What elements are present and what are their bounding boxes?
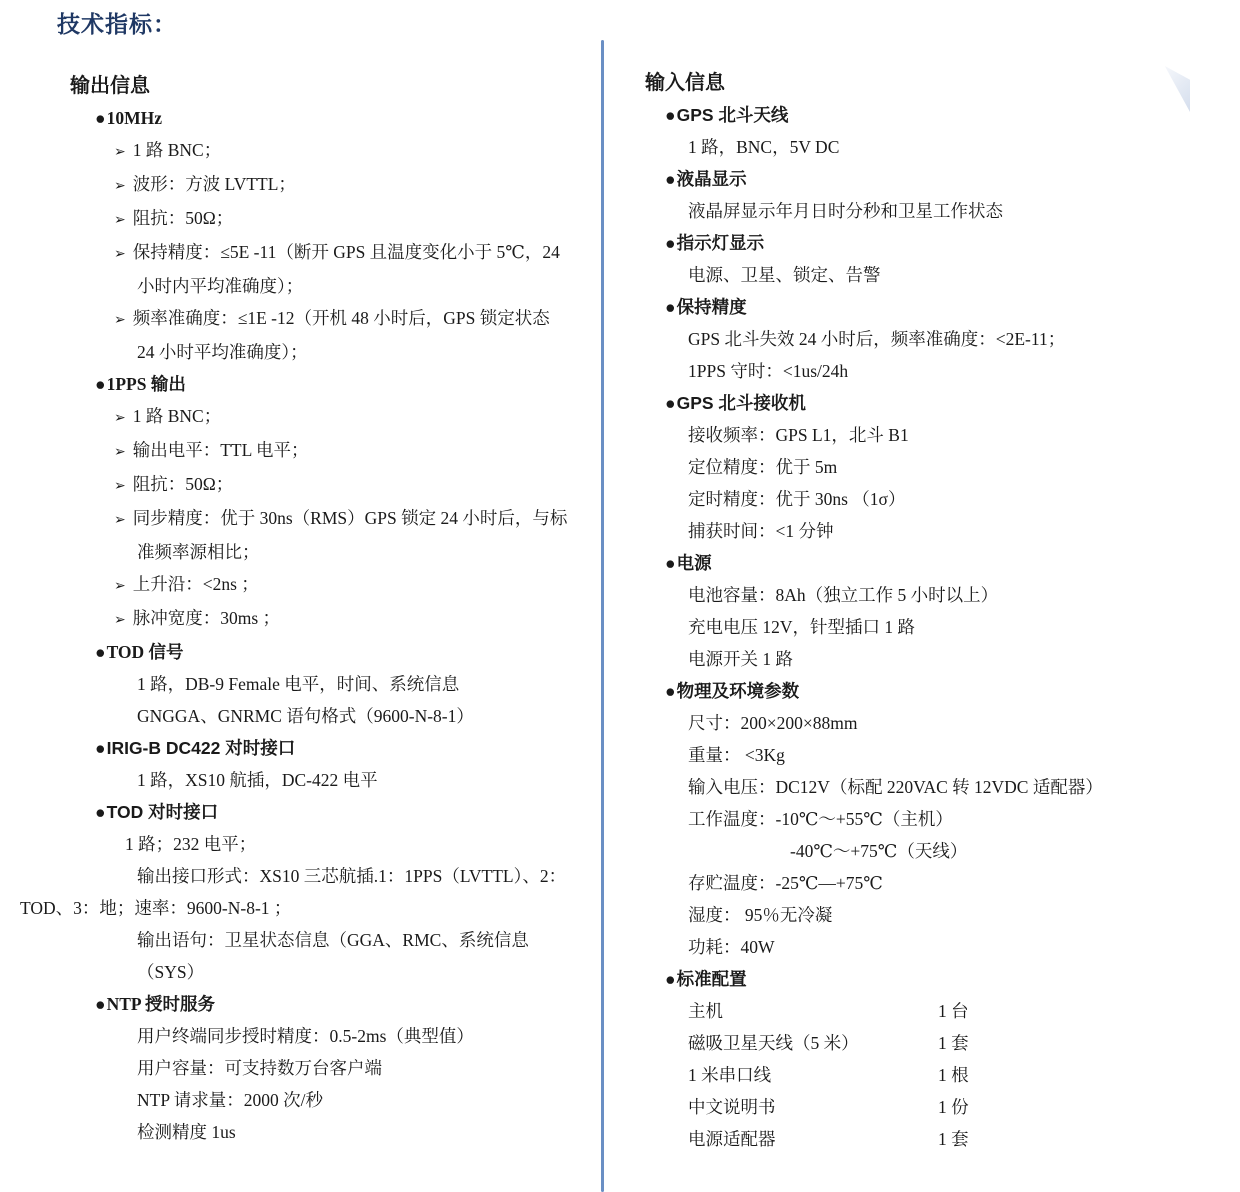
spec-item (70, 134, 570, 168)
input-info-column (645, 67, 1215, 1155)
arrow-bullet-icon: ➢ (114, 578, 126, 594)
bullet-icon: ● (95, 642, 106, 662)
config-row (645, 995, 1215, 1027)
config-row (645, 1091, 1215, 1123)
bullet-icon: ● (665, 169, 676, 189)
spec-item: GPS 北斗失效 24 小时后，频率准确度：<2E-11； (688, 329, 1066, 349)
section-header (645, 163, 1215, 195)
config-row (645, 1027, 1215, 1059)
arrow-bullet-icon: ➢ (114, 410, 126, 426)
spec-item: -40℃～+75℃（天线） (790, 841, 968, 861)
spec-item: 工作温度：-10℃～+55℃（主机） (688, 809, 953, 829)
config-item-label: 电源适配器 (688, 1129, 776, 1149)
section-title: 保持精度 (676, 297, 747, 317)
spec-item: 用户终端同步授时精度：0.5-2ms（典型值） (137, 1026, 474, 1046)
arrow-bullet-icon: ➢ (114, 444, 126, 460)
section-title: IRIG-B DC422 对时接口 (106, 738, 296, 758)
spec-item: 1 路；232 电平； (125, 834, 257, 854)
section-title: 指示灯显示 (676, 233, 765, 253)
spec-text: 波形：方波 LVTTL； (132, 174, 296, 194)
arrow-bullet-icon: ➢ (114, 246, 126, 262)
spec-item (70, 400, 570, 434)
spec-item: 充电电压 12V，针型插口 1 路 (688, 617, 916, 637)
section-header (70, 732, 570, 764)
spec-item: 用户容量：可支持数万台客户端 (137, 1058, 382, 1078)
section-header (70, 636, 570, 668)
spec-item: 电源、卫星、锁定、告警 (688, 265, 881, 285)
spec-item: 接收频率：GPS L1，北斗 B1 (688, 425, 909, 445)
section-header (645, 227, 1215, 259)
spec-item: 输出接口形式：XS10 三芯航插.1：1PPS（LVTTL）、2：TOD、3：地；速率：9600-N-8-1 ； (20, 866, 567, 918)
input-column-heading: 输入信息 (645, 72, 725, 94)
spec-item: 电源开关 1 路 (688, 649, 793, 669)
arrow-bullet-icon: ➢ (114, 178, 126, 194)
section-title: 10MHz (106, 108, 162, 128)
section-header (645, 291, 1215, 323)
spec-text: 阻抗：50Ω； (132, 208, 234, 228)
spec-item: 捕获时间：<1 分钟 (688, 521, 834, 541)
section-title: GPS 北斗接收机 (676, 393, 806, 413)
config-item-label: 主机 (688, 1001, 723, 1021)
section-header (70, 988, 570, 1020)
spec-item: 检测精度 1us (137, 1122, 236, 1142)
bullet-icon: ● (665, 681, 676, 701)
section-header (645, 99, 1215, 131)
section-title: 电源 (676, 553, 712, 573)
arrow-bullet-icon: ➢ (114, 512, 126, 528)
config-item-qty: 1 台 (938, 1001, 969, 1021)
spec-item: NTP 请求量：2000 次/秒 (137, 1090, 324, 1110)
section-title: TOD 信号 (106, 642, 184, 662)
spec-text: 同步精度：优于 30ns（RMS）GPS 锁定 24 小时后，与标准频率源相比； (132, 508, 568, 562)
spec-text: 脉冲宽度：30ms ； (132, 608, 281, 628)
section-header (645, 675, 1215, 707)
spec-item: 输出语句：卫星状态信息（GGA、RMC、系统信息（SYS） (137, 930, 529, 982)
section-header (645, 547, 1215, 579)
section-header (70, 102, 570, 134)
spec-item: 输入电压：DC12V（标配 220VAC 转 12VDC 适配器） (688, 777, 1103, 797)
bullet-icon: ● (665, 969, 676, 989)
spec-item: 湿度： 95％无冷凝 (688, 905, 833, 925)
arrow-bullet-icon: ➢ (114, 212, 126, 228)
spec-text: 保持精度：≤5E -11（断开 GPS 且温度变化小于 5℃，24 小时内平均准确度）； (132, 242, 560, 296)
arrow-bullet-icon: ➢ (114, 478, 126, 494)
bullet-icon: ● (95, 108, 106, 128)
config-item-qty: 1 套 (938, 1033, 969, 1053)
config-item-qty: 1 份 (938, 1097, 969, 1117)
bullet-icon: ● (665, 105, 676, 125)
spec-item (70, 168, 570, 202)
config-row (645, 1059, 1215, 1091)
spec-item (70, 602, 570, 636)
spec-item (70, 502, 570, 568)
spec-item (70, 568, 570, 602)
section-title: 1PPS 输出 (106, 374, 186, 394)
spec-item: 电池容量：8Ah（独立工作 5 小时以上） (688, 585, 999, 605)
bullet-icon: ● (665, 553, 676, 573)
bullet-icon: ● (95, 374, 106, 394)
bullet-icon: ● (95, 802, 106, 822)
spec-text: 阻抗：50Ω； (132, 474, 234, 494)
section-header (70, 796, 570, 828)
bullet-icon: ● (665, 393, 676, 413)
spec-item: 1 路，BNC，5V DC (688, 137, 840, 157)
spec-item (70, 236, 570, 302)
arrow-bullet-icon: ➢ (114, 144, 126, 160)
spec-item: 液晶屏显示年月日时分秒和卫星工作状态 (688, 201, 1003, 221)
spec-item (70, 434, 570, 468)
spec-item (70, 202, 570, 236)
section-title: 标准配置 (676, 969, 747, 989)
spec-text: 1 路 BNC； (132, 406, 222, 426)
config-item-qty: 1 套 (938, 1129, 969, 1149)
page-title: 技术指标： (57, 11, 177, 37)
section-title: GPS 北斗天线 (676, 105, 789, 125)
spec-item: 1 路，DB-9 Female 电平，时间、系统信息 (137, 674, 460, 694)
config-item-label: 磁吸卫星天线（5 米） (688, 1033, 859, 1053)
spec-text: 上升沿：<2ns ； (132, 574, 259, 594)
spec-item: 定时精度：优于 30ns （1σ） (688, 489, 906, 509)
arrow-bullet-icon: ➢ (114, 312, 126, 328)
config-item-label: 中文说明书 (688, 1097, 776, 1117)
spec-item (70, 302, 570, 368)
bullet-icon: ● (95, 738, 106, 758)
spec-text: 1 路 BNC； (132, 140, 222, 160)
spec-item: 功耗：40W (688, 937, 775, 957)
spec-item: 存贮温度：-25℃—+75℃ (688, 873, 883, 893)
spec-item (70, 468, 570, 502)
spec-item: GNGGA、GNRMC 语句格式（9600-N-8-1） (137, 706, 474, 726)
output-column-heading: 输出信息 (70, 75, 150, 97)
column-divider (601, 40, 604, 1192)
spec-item: 1PPS 守时：<1us/24h (688, 361, 849, 381)
section-header (645, 387, 1215, 419)
config-item-label: 1 米串口线 (688, 1065, 772, 1085)
bullet-icon: ● (665, 297, 676, 317)
spec-text: 输出电平：TTL 电平； (132, 440, 309, 460)
spec-text: 频率准确度：≤1E -12（开机 48 小时后，GPS 锁定状态 24 小时平均准确度）； (132, 308, 550, 362)
bullet-icon: ● (665, 233, 676, 253)
section-title: 液晶显示 (676, 169, 747, 189)
section-header (645, 963, 1215, 995)
section-header (70, 368, 570, 400)
spec-item: 定位精度：优于 5m (688, 457, 838, 477)
config-item-qty: 1 根 (938, 1065, 969, 1085)
section-title: TOD 对时接口 (106, 802, 219, 822)
output-info-column (20, 70, 570, 1148)
config-row (645, 1123, 1215, 1155)
arrow-bullet-icon: ➢ (114, 612, 126, 628)
spec-item: 重量： <3Kg (688, 745, 785, 765)
section-title: 物理及环境参数 (676, 681, 800, 701)
section-title: NTP 授时服务 (106, 994, 215, 1014)
bullet-icon: ● (95, 994, 106, 1014)
spec-item: 1 路，XS10 航插，DC-422 电平 (137, 770, 378, 790)
spec-item: 尺寸：200×200×88mm (688, 713, 858, 733)
